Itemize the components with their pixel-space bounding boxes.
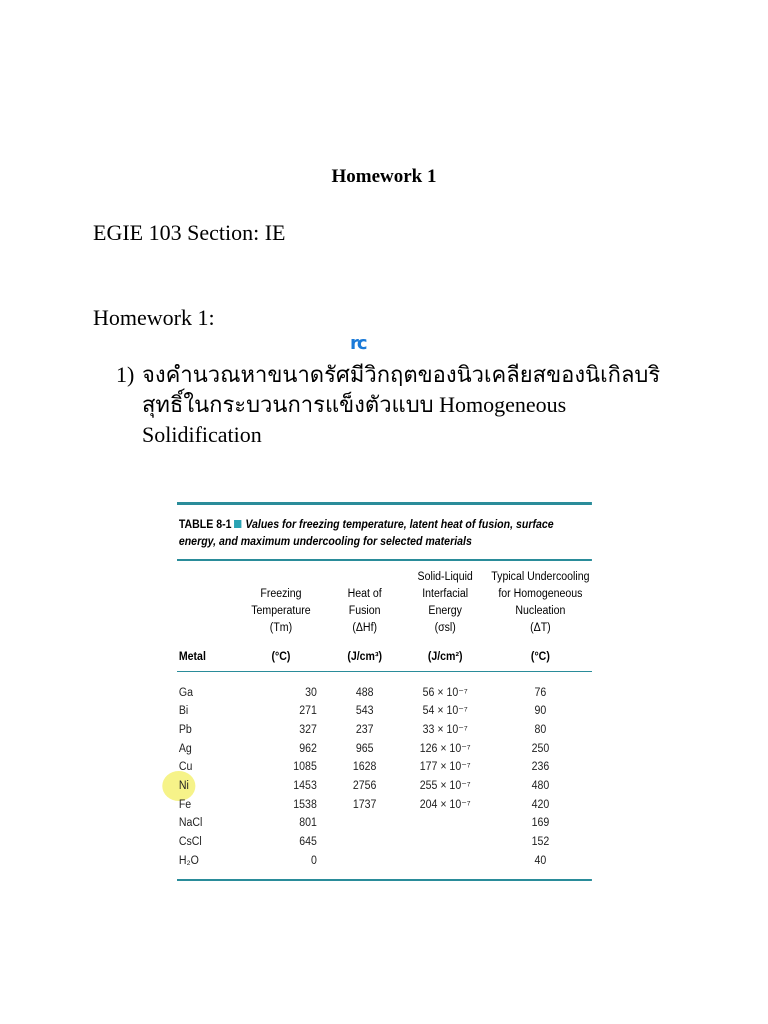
header-freezing-temp: Freezing Temperature (Tm) [251,587,311,634]
table-header-row [177,561,592,645]
cell-temp: 0 [310,854,317,867]
table-row [177,852,592,871]
cell-undercooling: 169 [531,817,550,830]
cell-undercooling: 90 [534,705,547,718]
header-undercooling: Typical Undercooling for Homogeneous Nucleation (ΔT) [491,570,590,634]
cell-temp: 801 [299,817,317,830]
table-label: TABLE 8-1 [178,519,232,531]
cell-energy: 177 × 10⁻⁷ [419,761,471,774]
question-1 [116,360,696,450]
cell-energy: 126 × 10⁻⁷ [419,742,471,755]
table-bottom-rule [177,879,592,881]
table-figure [177,502,592,881]
cell-undercooling: 40 [534,854,547,867]
cell-energy: 255 × 10⁻⁷ [419,780,471,793]
table-units-row [177,645,592,672]
cell-heat: 488 [355,686,374,699]
cell-metal: Cu [178,761,193,774]
unit-undercooling: (°C) [489,645,592,672]
handwritten-annotation: rc [350,333,366,354]
unit-energy: (J/cm²) [401,645,488,672]
homework-label: Homework 1: [93,305,215,330]
cell-heat: 237 [355,723,374,736]
cell-energy [401,814,488,833]
table-row [177,702,592,721]
cell-energy: 33 × 10⁻⁷ [422,723,468,736]
question-line: สุทธิ์ในกระบวนการแข็งตัวแบบ Homogeneous [142,392,567,417]
material-properties-table [177,561,592,871]
cell-metal: Bi [178,705,189,718]
cell-undercooling: 76 [534,686,547,699]
unit-temp: (°C) [234,645,328,672]
cell-metal: CsCl [178,836,202,849]
question-text [142,360,696,450]
table-row [177,777,592,796]
cell-heat [328,852,402,871]
cell-temp: 327 [299,723,317,736]
cell-metal: Pb [178,723,192,736]
cell-heat: 1737 [352,798,377,811]
cell-undercooling: 250 [531,742,550,755]
cell-metal: NaCl [178,817,203,830]
header-interfacial-energy: Solid-Liquid Interfacial Energy (σsl) [417,570,473,634]
cell-temp: 962 [299,742,317,755]
cell-temp: 1538 [293,798,317,811]
table-row [177,671,592,702]
question-number: 1) [116,362,135,387]
course-section: EGIE 103 Section: IE [93,220,286,245]
cell-temp: 271 [299,705,317,718]
cell-undercooling: 236 [531,761,550,774]
table-caption-text: Values for freezing temperature, latent heat of fusion, surface energy, and maximum undercooling for selected materials [178,519,554,548]
cell-energy [401,852,488,871]
cell-metal: Ga [178,686,193,699]
header-heat-of-fusion: Heat of Fusion (ΔHf) [347,587,382,634]
cell-energy: 56 × 10⁻⁷ [422,686,468,699]
cell-metal: Ni [177,777,234,796]
table-body [177,671,592,871]
cell-metal: H₂O [178,854,199,867]
cell-temp: 645 [299,836,317,849]
cell-undercooling: 420 [531,798,550,811]
table-row [177,814,592,833]
table-caption [177,505,592,555]
question-line: จงคํานวณหาขนาดรัศมีวิกฤตของนิวเคลียสของนิเกิลบริ [142,362,661,387]
table-row [177,833,592,852]
cell-temp: 1453 [293,780,317,793]
cell-temp: 30 [305,686,317,699]
cell-heat: 2756 [352,780,377,793]
cell-undercooling: 80 [534,723,547,736]
cell-temp: 1085 [293,761,317,774]
unit-heat: (J/cm³) [328,645,402,672]
cell-heat: 965 [355,742,374,755]
cell-heat [328,814,402,833]
cell-metal: Ag [178,742,192,755]
cell-heat: 1628 [352,761,377,774]
cell-undercooling: 152 [531,836,550,849]
table-row [177,740,592,759]
question-line: Solidification [142,422,262,447]
table-row [177,721,592,740]
cell-energy: 204 × 10⁻⁷ [419,798,471,811]
square-bullet-icon [234,520,241,528]
cell-heat: 543 [355,705,374,718]
homework-title: Homework 1 [331,166,437,187]
cell-undercooling: 480 [531,780,550,793]
header-metal: Metal [177,645,234,672]
cell-energy: 54 × 10⁻⁷ [422,705,468,718]
table-row [177,796,592,815]
cell-energy [401,833,488,852]
cell-heat [328,833,402,852]
cell-metal: Fe [178,798,192,811]
table-row [177,758,592,777]
